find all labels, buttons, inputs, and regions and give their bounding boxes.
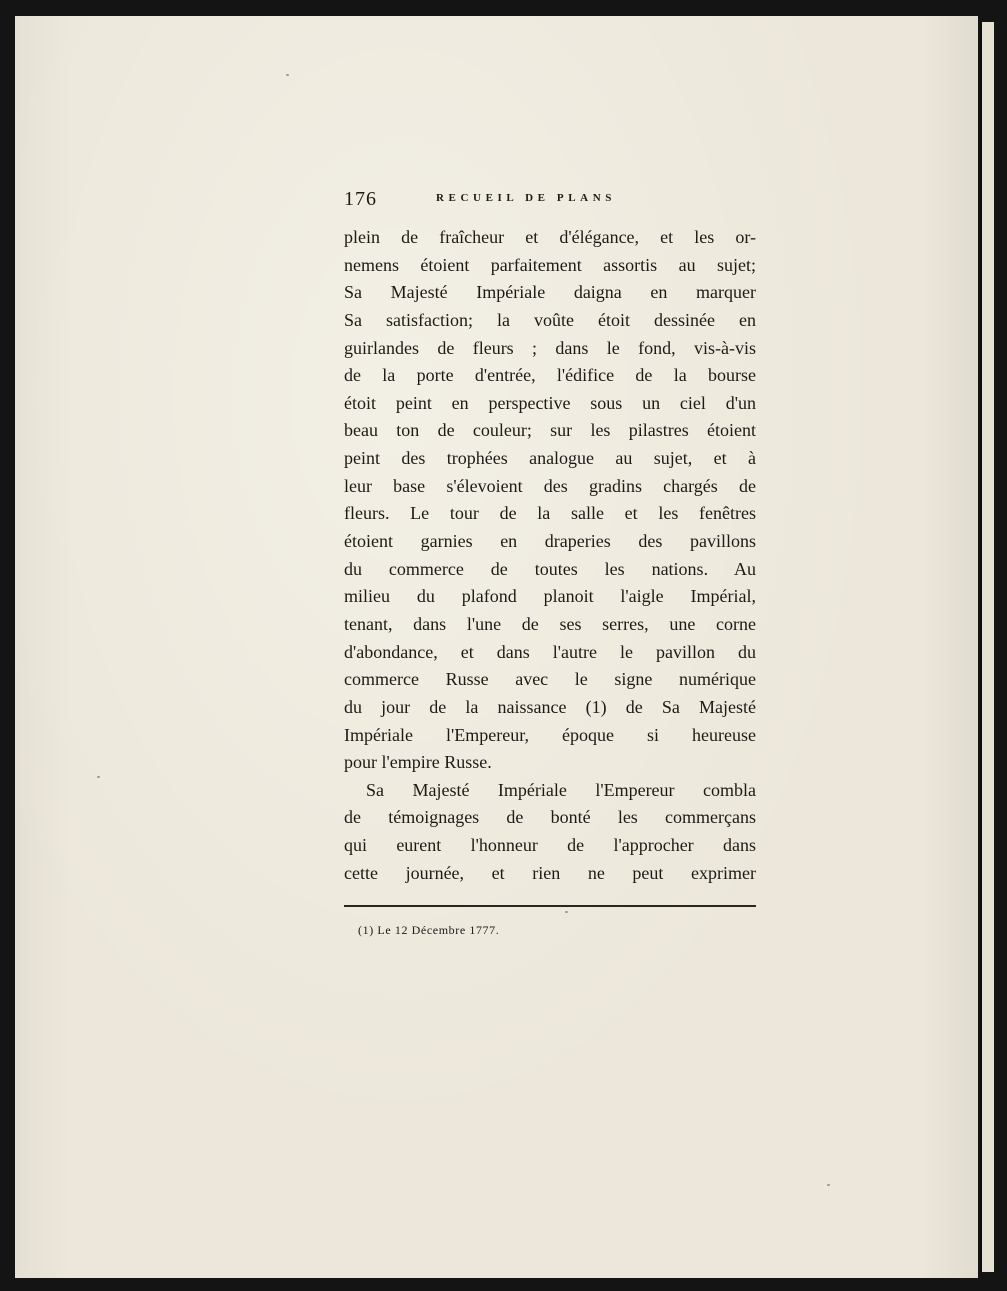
footnote: (1) Le 12 Décembre 1777. — [358, 923, 500, 938]
text-line: plein de fraîcheur et d'élégance, et les or- — [344, 227, 756, 247]
text-line: de la porte d'entrée, l'édifice de la bourse — [344, 365, 756, 386]
text-line: Sa satisfaction; la voûte étoit dessinée en — [344, 309, 756, 330]
text-line: Sa Majesté Impériale l'Empereur combla — [366, 779, 756, 800]
text-line: du jour de la naissance (1) de Sa Majesté — [344, 696, 756, 717]
footnote-rule — [344, 905, 756, 907]
text-line: commerce Russe avec le signe numérique — [344, 669, 756, 690]
text-line: beau ton de couleur; sur les pilastres étoient — [344, 420, 756, 441]
text-line: Impériale l'Empereur, époque si heureuse — [344, 724, 756, 745]
text-line: qui eurent l'honneur de l'approcher dans — [344, 835, 756, 856]
text-line: d'abondance, et dans l'autre le pavillon du — [344, 641, 756, 662]
text-line: tenant, dans l'une de ses serres, une corne — [344, 613, 756, 634]
text-block — [344, 188, 756, 938]
text-line: pour l'empire Russe. — [344, 752, 492, 773]
text-line: leur base s'élevoient des gradins chargés de — [344, 475, 756, 496]
text-line: guirlandes de fleurs ; dans le fond, vis-à-vis — [344, 337, 756, 358]
paper-speck — [97, 776, 100, 778]
text-line: cette journée, et rien ne peut exprimer — [344, 862, 756, 883]
body-text — [344, 224, 756, 887]
page-number: 176 — [344, 188, 377, 210]
text-line: du commerce de toutes les nations. Au — [344, 558, 756, 579]
running-head: RECUEIL DE PLANS — [436, 192, 616, 204]
text-line: fleurs. Le tour de la salle et les fenêtres — [344, 503, 756, 524]
facing-page-edge — [980, 22, 994, 1272]
text-line: milieu du plafond planoit l'aigle Impérial, — [344, 586, 756, 607]
text-line: de témoignages de bonté les commerçans — [344, 807, 756, 828]
paper-speck — [827, 1184, 830, 1186]
text-line: Sa Majesté Impériale daigna en marquer — [344, 282, 756, 303]
text-line: nemens étoient parfaitement assortis au sujet; — [344, 254, 756, 275]
text-line: étoit peint en perspective sous un ciel d'un — [344, 392, 756, 413]
text-line: étoient garnies en draperies des pavillons — [344, 531, 756, 552]
paper-speck — [286, 74, 289, 76]
text-line: peint des trophées analogue au sujet, et à — [344, 448, 756, 469]
page-header — [344, 188, 756, 214]
